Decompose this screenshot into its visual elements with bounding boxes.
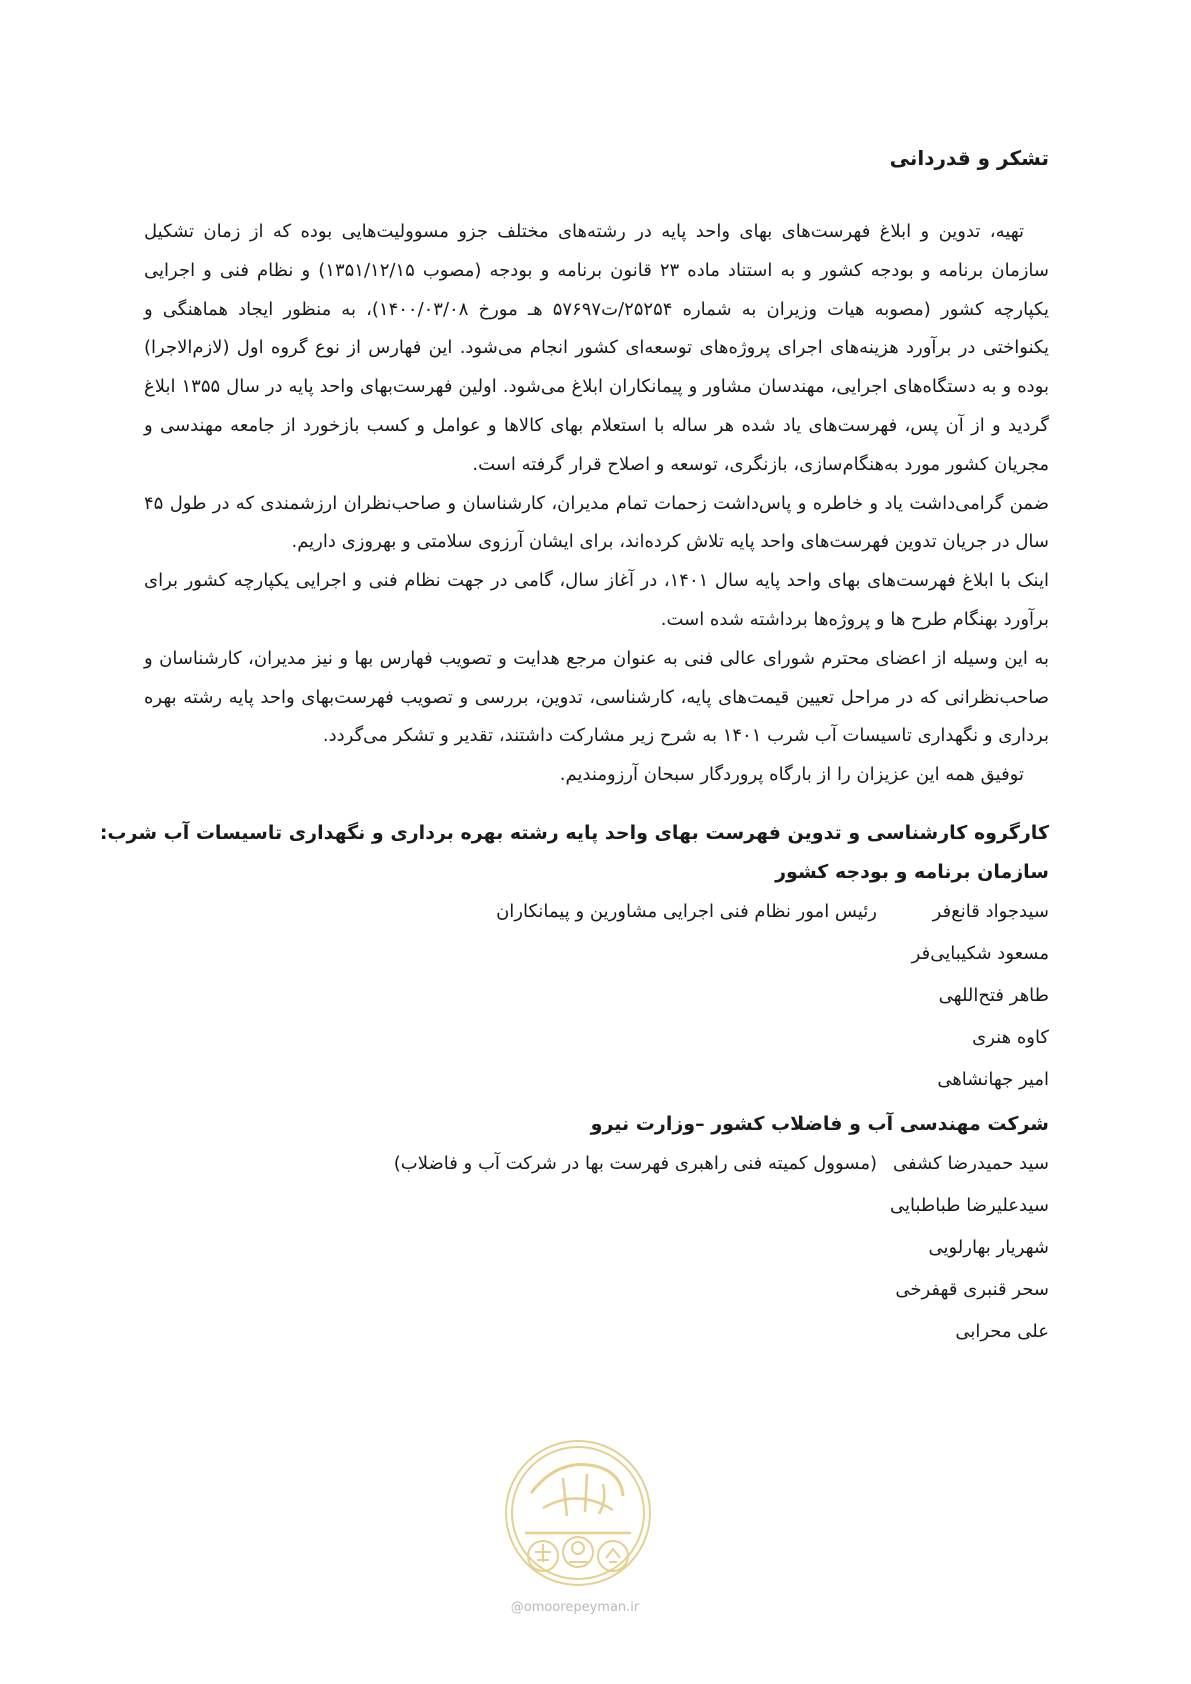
member-role: رئیس امور نظام فنی اجرایی مشاورین و پیمانکاران [496, 901, 877, 922]
member-row [496, 975, 1049, 1017]
watermark-url: @omoorepeyman.ir [510, 1600, 640, 1615]
paragraph-3: اینک با ابلاغ فهرست‌های بهای واحد پایه سال ۱۴۰۱، در آغاز سال، گامی در جهت نظام فنی و اجرایی یکپارچه کشور برای برآورد بهنگام طرح ها و پروژه‌ها برداشته شده است. [144, 570, 1049, 630]
member-name: مسعود شکیبایی‌فر [911, 943, 1049, 964]
org1-member-list [496, 891, 1049, 1101]
acknowledgement-body [144, 213, 1049, 795]
paragraph-1: تهیه، تدوین و ابلاغ فهرست‌های بهای واحد پایه در رشته‌های مختلف جزو مسوولیت‌هایی بوده که از زمان تشکیل سازمان برنامه و بودجه کشور و به استناد ماده ۲۳ قانون برنامه و بودجه (مصوب ۱۳۵۱/۱۲/۱۵) و نظام فنی و اجرایی یکپارچه کشور (مصوبه هیات وزیران به شماره ۲۵۲۵۴/ت۵۷۶۹۷ هـ مورخ ۱۴۰۰/۰۳/۰۸)، به منظور ایجاد هماهنگی و یکنواختی در برآورد هزینه‌های اجرای پروژه‌های توسعه‌ای کشور انجام می‌شود. این فهارس از نوع گروه اول (لازم‌الاجرا) بوده و به دستگاه‌های اجرایی، مهندسان مشاور و پیمانکاران ابلاغ می‌شود. اولین فهرست‌بهای واحد پایه در سال ۱۳۵۵ ابلاغ گردید و از آن پس، فهرست‌های یاد شده هر ساله با استعلام بهای کالاها و عوامل و کسب بازخورد از جامعه مهندسی و مجریان کشور مورد به‌هنگام‌سازی، بازنگری، توسعه و اصلاح قرار گرفته است. [144, 221, 1050, 475]
member-row [394, 1311, 1049, 1353]
member-row [496, 891, 1049, 933]
member-name: سحر قنبری قهفرخی [895, 1279, 1049, 1300]
paragraph-5: توفیق همه این عزیزان را از بارگاه پروردگار سبحان آرزومندیم. [559, 764, 1024, 786]
member-name: سیدجواد قانع‌فر [932, 901, 1049, 922]
member-name: طاهر فتح‌اللهی [938, 985, 1049, 1006]
member-role: (مسوول کمیته فنی راهبری فهرست بها در شرکت آب و فاضلاب) [393, 1153, 877, 1174]
org1-heading: سازمان برنامه و بودجه کشور [775, 861, 1049, 883]
paragraph-2: ضمن گرامی‌داشت یاد و خاطره و پاس‌داشت زحمات تمام مدیران، کارشناسان و صاحب‌نظران ارزشمندی که در طول ۴۵ سال در جریان تدوین فهرست‌های واحد پایه تلاش کرده‌اند، برای ایشان آرزوی سلامتی و بهروزی داریم. [144, 492, 1049, 553]
member-row [496, 1017, 1049, 1059]
member-name: شهریار بهارلویی [928, 1237, 1049, 1258]
member-name: سیدعلیرضا طباطبایی [889, 1195, 1049, 1216]
member-row [496, 933, 1049, 975]
member-row [394, 1227, 1049, 1269]
member-row [394, 1269, 1049, 1311]
omoor-peyman-seal-icon [503, 1438, 653, 1588]
member-name: سید حمیدرضا کشفی [892, 1153, 1049, 1174]
member-row [496, 1059, 1049, 1101]
member-row [394, 1185, 1049, 1227]
paragraph-4: به این وسیله از اعضای محترم شورای عالی فنی به عنوان مرجع هدایت و تصویب فهارس بها و نیز مدیران، کارشناسان و صاحب‌نظرانی که در مراحل تعیین قیمت‌های پایه، کارشناسی، تدوین، بررسی و تصویب فهرست‌بهای واحد پایه رشته بهره برداری و نگهداری تاسیسات آب شرب ۱۴۰۱ به شرح زیر مشارکت داشتند، تقدیر و تشکر می‌گردد. [144, 647, 1049, 747]
member-name: علی محرابی [955, 1321, 1049, 1342]
org2-member-list [394, 1143, 1049, 1353]
member-name: کاوه هنری [972, 1027, 1049, 1048]
org2-heading: شرکت مهندسی آب و فاضلاب کشور –وزارت نیرو [590, 1113, 1049, 1135]
page-title: تشکر و قدردانی [889, 146, 1049, 170]
member-row [394, 1143, 1049, 1185]
member-name: امیر جهانشاهی [937, 1069, 1049, 1090]
workgroup-heading: کارگروه کارشناسی و تدوین فهرست بهای واحد پایه رشته بهره برداری و نگهداری تاسیسات آب شرب: [99, 822, 1049, 844]
